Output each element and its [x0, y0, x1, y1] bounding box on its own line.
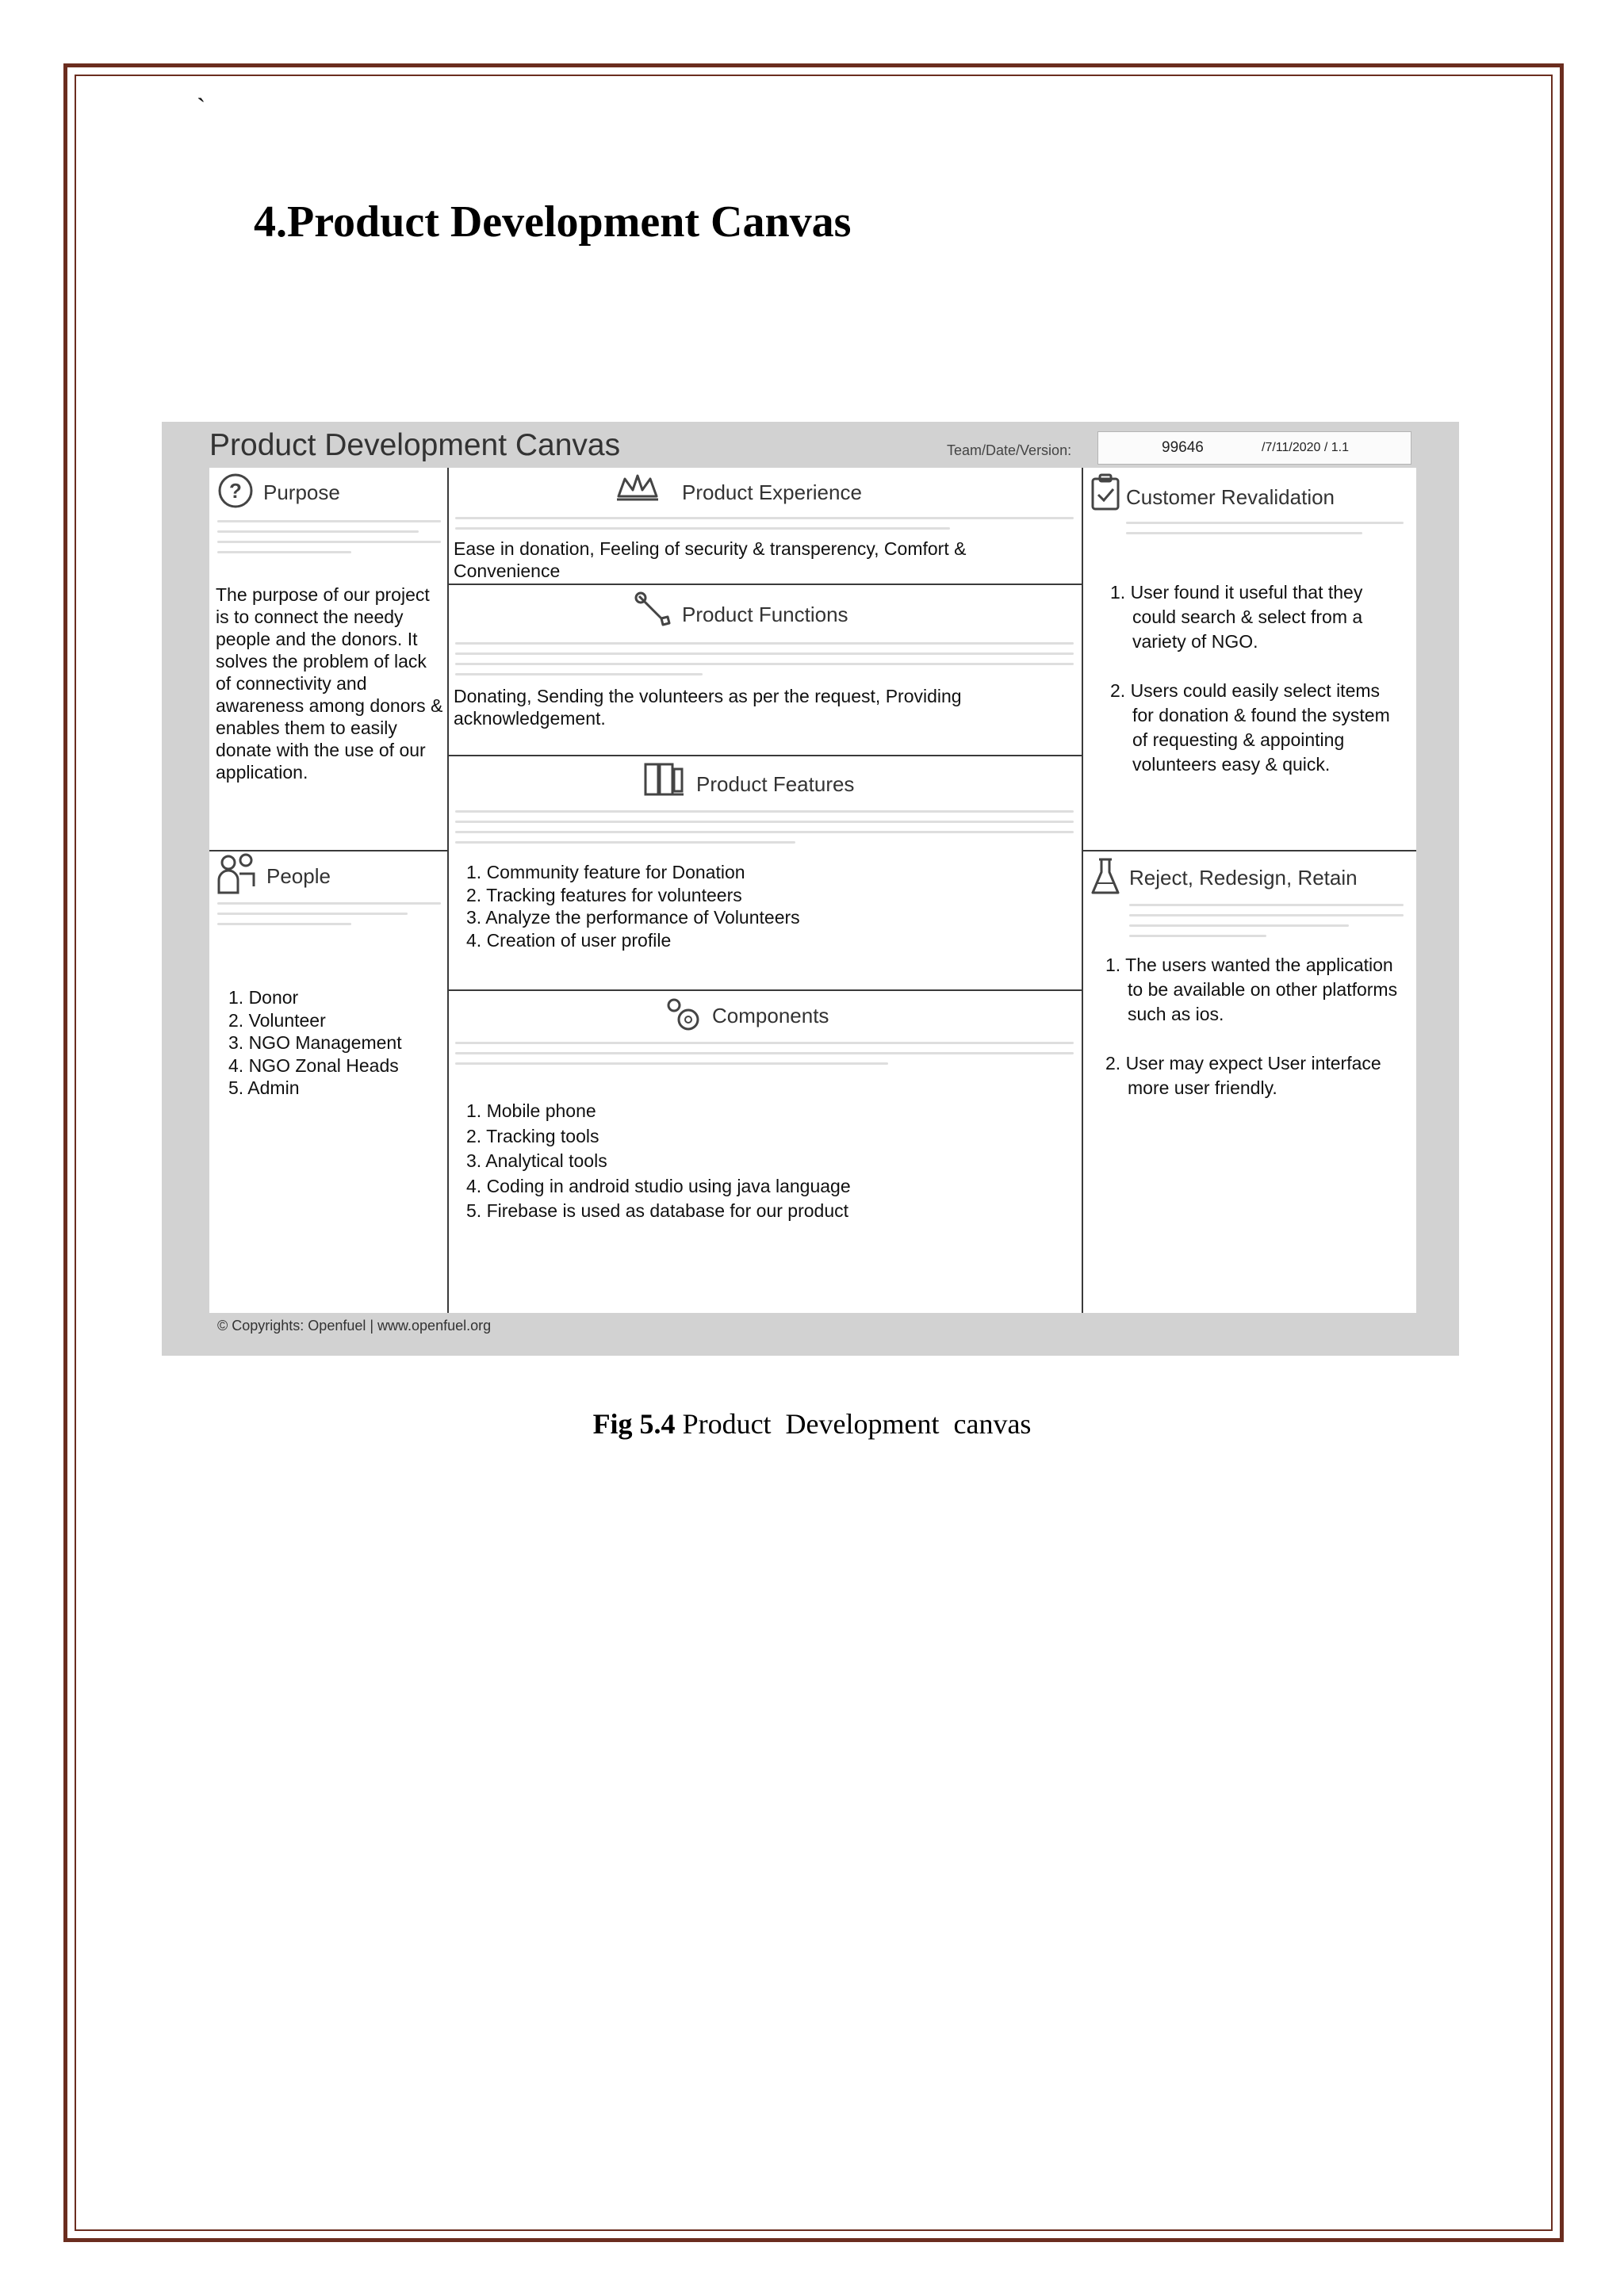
section-title: 4.Product Development Canvas [254, 197, 852, 247]
reject-redesign-retain-item: 2. User may expect User interface more user friendly. [1105, 1053, 1381, 1098]
product-functions-text: Donating, Sending the volunteers as per the request, Providing acknowledgement. [454, 686, 962, 729]
list-item: 4. Coding in android studio using java language [466, 1175, 851, 1196]
components-guidance-text [455, 1042, 1074, 1073]
reject-redesign-retain-guidance-text [1129, 904, 1404, 945]
list-item: 3. Analytical tools [466, 1150, 607, 1171]
product-experience-guidance-text [455, 517, 1074, 538]
date-version: /7/11/2020 / 1.1 [1262, 441, 1350, 454]
divider [209, 850, 447, 851]
people-list [228, 986, 402, 1100]
customer-revalidation-item: 2. Users could easily select items for donation & found the system of requesting & appointing volunteers easy & quick. [1110, 680, 1390, 775]
people-icon [216, 853, 257, 901]
list-item: 5. Admin [228, 1077, 300, 1098]
team-number: 99646 [1162, 439, 1204, 456]
book-icon [642, 760, 688, 803]
customer-revalidation-item: 1. User found it useful that they could search & select from a variety of NGO. [1110, 582, 1363, 652]
wrench-icon [633, 590, 674, 635]
stray-mark: ` [197, 94, 206, 123]
purpose-guidance-text [217, 520, 441, 561]
components-title: Components [712, 1004, 829, 1027]
crown-icon [614, 473, 661, 508]
canvas-figure [162, 422, 1459, 1356]
divider [1082, 468, 1083, 1313]
canvas-title: Product Development Canvas [209, 428, 621, 462]
product-functions-guidance-text [455, 642, 1074, 683]
reject-redesign-retain-title: Reject, Redesign, Retain [1129, 866, 1358, 890]
caption-label: Fig 5.4 [592, 1408, 676, 1440]
gears-icon [663, 994, 704, 1039]
list-item: 1. Mobile phone [466, 1100, 596, 1121]
clipboard-check-icon [1090, 473, 1121, 516]
product-features-list [466, 861, 800, 951]
list-item: 5. Firebase is used as database for our product [466, 1200, 849, 1221]
team-date-version-box [1097, 431, 1411, 465]
product-features-guidance-text [455, 810, 1074, 851]
figure-caption [0, 1407, 1624, 1441]
customer-revalidation-guidance-text [1126, 522, 1404, 542]
product-experience-text: Ease in donation, Feeling of security & transperency, Comfort & Convenience [454, 538, 967, 581]
divider [447, 584, 1082, 585]
purpose-title: Purpose [263, 480, 340, 504]
divider [447, 468, 449, 1313]
copyright-footer: © Copyrights: Openfuel | www.openfuel.org [217, 1318, 492, 1334]
people-guidance-text [217, 902, 441, 933]
flask-icon [1090, 856, 1121, 901]
list-item: 1. Donor [228, 987, 299, 1008]
product-features-title: Product Features [696, 772, 855, 796]
purpose-text: The purpose of our project is to connect the needy people and the donors. It solves the problem of lack of connectivity and awareness among donors & enables them to easily donate with the use of our application. [216, 584, 443, 783]
list-item: 3. NGO Management [228, 1032, 402, 1053]
components-list [466, 1099, 851, 1224]
list-item: 3. Analyze the performance of Volunteers [466, 907, 800, 928]
question-icon [217, 473, 254, 513]
divider [447, 989, 1082, 991]
divider [1083, 850, 1416, 851]
svg-text:?: ? [229, 479, 242, 503]
list-item: 1. Community feature for Donation [466, 862, 745, 882]
people-title: People [266, 864, 331, 888]
list-item: 4. NGO Zonal Heads [228, 1054, 399, 1076]
customer-revalidation-title: Customer Revalidation [1126, 485, 1335, 509]
canvas-grid [209, 468, 1416, 1313]
reject-redesign-retain-item: 1. The users wanted the application to be available on other platforms such as ios. [1105, 955, 1398, 1024]
list-item: 2. Tracking tools [466, 1125, 599, 1146]
list-item: 2. Volunteer [228, 1009, 326, 1031]
team-date-version-label: Team/Date/Version: [947, 442, 1072, 458]
list-item: 2. Tracking features for volunteers [466, 884, 742, 905]
divider [447, 755, 1082, 756]
list-item: 4. Creation of user profile [466, 929, 672, 951]
product-functions-title: Product Functions [682, 603, 848, 626]
product-experience-title: Product Experience [682, 480, 862, 504]
caption-text: Product Development canvas [675, 1408, 1032, 1440]
